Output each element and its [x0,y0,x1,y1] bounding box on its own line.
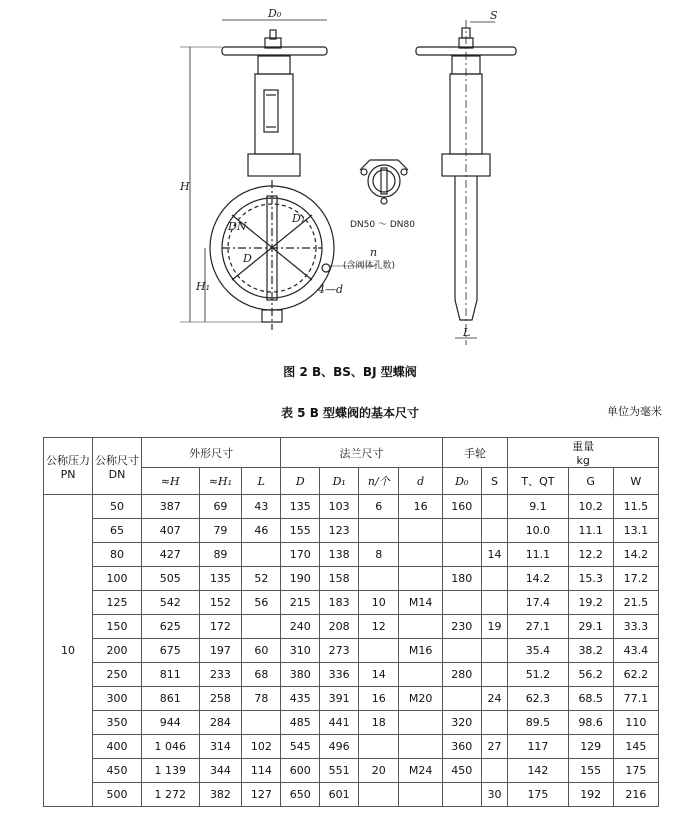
table-cell: 89.5 [508,711,568,735]
table-cell: 300 [93,687,142,711]
table-cell: 52 [242,567,281,591]
table-title: 表 5 B 型蝶阀的基本尺寸 [280,406,420,420]
table-row [44,687,659,711]
table-cell: 382 [199,783,242,807]
table-cell: 200 [93,639,142,663]
table-cell: 155 [568,759,613,783]
header-weight: 重量 kg [508,438,659,468]
table-cell: 216 [613,783,658,807]
table-cell: 11.1 [568,519,613,543]
label-hole-note: (含阀体孔数) [343,261,396,271]
table-cell [399,519,442,543]
table-cell: 215 [281,591,320,615]
table-cell: 150 [93,615,142,639]
table-cell [242,711,281,735]
table-row [44,759,659,783]
table-cell: 170 [281,543,320,567]
table-cell: 27.1 [508,615,568,639]
table-cell: 8 [359,543,399,567]
table-cell: 152 [199,591,242,615]
table-cell: 650 [281,783,320,807]
table-cell [399,735,442,759]
table-cell: 600 [281,759,320,783]
table-cell: 1 139 [142,759,200,783]
table-cell: 208 [320,615,359,639]
table-cell: 135 [199,567,242,591]
table-cell: 172 [199,615,242,639]
table-cell: 485 [281,711,320,735]
header-t: T、QT [508,468,568,495]
table-cell: 43 [242,495,281,519]
header-h: ≈H [142,468,200,495]
label-bolt: 4—d [318,283,344,296]
table-cell: 35.4 [508,639,568,663]
table-row [44,567,659,591]
table-cell: 14 [481,543,508,567]
table-cell [442,543,481,567]
label-hole-n: n [370,246,378,259]
label-dn-range: DN50 ～ DN80 [350,220,415,230]
table-cell: 80 [93,543,142,567]
table-cell: 138 [320,543,359,567]
table-cell [481,495,508,519]
table-cell: 435 [281,687,320,711]
table-cell: 30 [481,783,508,807]
table-cell: 110 [613,711,658,735]
table-cell: 125 [93,591,142,615]
table-cell: 500 [93,783,142,807]
table-cell: 450 [442,759,481,783]
table-cell [481,591,508,615]
table-cell [442,687,481,711]
table-cell: 38.2 [568,639,613,663]
table-cell: 10 [359,591,399,615]
table-cell: 387 [142,495,200,519]
table-cell: 314 [199,735,242,759]
table-cell [481,567,508,591]
table-cell [481,639,508,663]
table-cell: 46 [242,519,281,543]
table-cell [399,543,442,567]
table-cell: 20 [359,759,399,783]
table-cell: 391 [320,687,359,711]
table-cell: 123 [320,519,359,543]
header-s: S [481,468,508,495]
table-cell: 62.2 [613,663,658,687]
table-cell: 320 [442,711,481,735]
label-h1: H₁ [196,280,211,293]
table-cell: M20 [399,687,442,711]
table-cell: 441 [320,711,359,735]
table-cell: 542 [142,591,200,615]
table-cell: 129 [568,735,613,759]
table-cell: 155 [281,519,320,543]
header-w: W [613,468,658,495]
table-unit: 单位为毫米 [607,405,662,418]
header-dn: 公称尺寸DN [93,438,142,495]
label-h: H [180,180,190,193]
table-cell: 12.2 [568,543,613,567]
table-cell: 1 272 [142,783,200,807]
table-cell: 10.2 [568,495,613,519]
table-cell: 675 [142,639,200,663]
table-cell: 380 [281,663,320,687]
table-cell: 230 [442,615,481,639]
table-cell: 505 [142,567,200,591]
table-cell: 450 [93,759,142,783]
table-cell: 273 [320,639,359,663]
table-cell: 861 [142,687,200,711]
table-cell: 197 [199,639,242,663]
table-row [44,783,659,807]
table-cell: 27 [481,735,508,759]
table-cell: 310 [281,639,320,663]
table-cell: 24 [481,687,508,711]
table-cell [481,519,508,543]
label-d: D [243,252,252,265]
table-cell: 13.1 [613,519,658,543]
table-cell: 407 [142,519,200,543]
table-cell [442,519,481,543]
table-cell: 127 [242,783,281,807]
label-d0: D₀ [268,7,282,20]
table-cell: 16 [359,687,399,711]
label-l: L [463,326,471,339]
table-cell [481,663,508,687]
table-cell [399,663,442,687]
table-cell: 240 [281,615,320,639]
table-row [44,663,659,687]
table-row [44,639,659,663]
table-cell: 78 [242,687,281,711]
table-cell: 545 [281,735,320,759]
figure-caption: 图 2 B、BS、BJ 型蝶阀 [283,365,417,379]
table-cell: 18 [359,711,399,735]
table-cell: 43.4 [613,639,658,663]
table-cell: 175 [613,759,658,783]
table-row [44,495,659,519]
header-dd: d [399,468,442,495]
table-cell [442,591,481,615]
front-bolt-hole [322,264,330,272]
table-cell: 21.5 [613,591,658,615]
table-cell: 103 [320,495,359,519]
table-cell: 69 [199,495,242,519]
table-cell: 98.6 [568,711,613,735]
table-cell: 190 [281,567,320,591]
table-row [44,615,659,639]
table-cell [481,711,508,735]
table-row [44,735,659,759]
table-cell: 15.3 [568,567,613,591]
table-cell [359,783,399,807]
table-row [44,711,659,735]
table-cell: 944 [142,711,200,735]
table-cell: 601 [320,783,359,807]
table-cell: 180 [442,567,481,591]
table-cell: 280 [442,663,481,687]
table-cell: 56 [242,591,281,615]
header-handwheel: 手轮 [442,438,507,468]
table-cell: 551 [320,759,359,783]
table-cell: 114 [242,759,281,783]
label-s: S [490,9,498,22]
table-cell [359,519,399,543]
front-column [255,74,293,154]
header-d: D [281,468,320,495]
table-cell [442,639,481,663]
table-cell: 142 [508,759,568,783]
table-body [44,495,659,807]
table-row [44,543,659,567]
table-cell: 811 [142,663,200,687]
table-cell: 102 [242,735,281,759]
table-cell: 89 [199,543,242,567]
header-flange: 法兰尺寸 [281,438,443,468]
cell-pn: 10 [44,495,93,807]
table-cell: 17.2 [613,567,658,591]
table-cell: 79 [199,519,242,543]
table-cell [399,615,442,639]
table-cell: 175 [508,783,568,807]
table-cell [359,567,399,591]
table-cell: 11.5 [613,495,658,519]
table-cell: 14.2 [613,543,658,567]
table-cell: 29.1 [568,615,613,639]
table-cell: 100 [93,567,142,591]
table-cell: 68.5 [568,687,613,711]
table-cell: 192 [568,783,613,807]
table-cell: 14 [359,663,399,687]
table-cell: 11.1 [508,543,568,567]
header-d0: D₀ [442,468,481,495]
table-cell: 284 [199,711,242,735]
table-cell: 344 [199,759,242,783]
table-cell: 16 [399,495,442,519]
label-d1: D₁ [292,212,306,225]
table-cell: 360 [442,735,481,759]
table-cell: 12 [359,615,399,639]
table-cell: 427 [142,543,200,567]
table-cell: M16 [399,639,442,663]
table-cell: 56.2 [568,663,613,687]
table-cell: 183 [320,591,359,615]
table-cell: 350 [93,711,142,735]
table-cell: 19 [481,615,508,639]
front-indicator [264,90,278,132]
table-row [44,519,659,543]
table-cell: 160 [442,495,481,519]
table-cell: 158 [320,567,359,591]
table-cell: 33.3 [613,615,658,639]
table-cell: 77.1 [613,687,658,711]
table-cell: 17.4 [508,591,568,615]
header-outline: 外形尺寸 [142,438,281,468]
table-cell: 14.2 [508,567,568,591]
table-cell: 62.3 [508,687,568,711]
dimension-table [43,437,659,807]
front-bracket [248,154,300,176]
table-cell: 10.0 [508,519,568,543]
table-cell [242,615,281,639]
front-yoke-top [258,56,290,74]
table-cell [481,759,508,783]
table-cell [442,783,481,807]
table-cell [242,543,281,567]
table-cell: 51.2 [508,663,568,687]
table-row [44,591,659,615]
table-cell: 625 [142,615,200,639]
table-cell: 60 [242,639,281,663]
header-n: n/个 [359,468,399,495]
table-cell [399,783,442,807]
header-g: G [568,468,613,495]
table-cell: 1 046 [142,735,200,759]
table-cell: 233 [199,663,242,687]
table-cell [399,711,442,735]
table-cell: 145 [613,735,658,759]
table-cell: 50 [93,495,142,519]
header-pn: 公称压力PN [44,438,93,495]
label-dn: DN [228,220,247,233]
table-cell: M24 [399,759,442,783]
header-h1: ≈H₁ [199,468,242,495]
table-cell: 258 [199,687,242,711]
table-cell: 68 [242,663,281,687]
table-cell: 6 [359,495,399,519]
table-cell: 250 [93,663,142,687]
table-cell: 135 [281,495,320,519]
table-cell [399,567,442,591]
valve-drawing [0,0,700,350]
table-cell: 117 [508,735,568,759]
table-cell: 19.2 [568,591,613,615]
table-cell: M14 [399,591,442,615]
table-cell: 336 [320,663,359,687]
table-cell: 496 [320,735,359,759]
table-cell: 400 [93,735,142,759]
header-d1: D₁ [320,468,359,495]
table-cell: 65 [93,519,142,543]
header-l: L [242,468,281,495]
table-cell [359,639,399,663]
table-cell: 9.1 [508,495,568,519]
table-cell [359,735,399,759]
